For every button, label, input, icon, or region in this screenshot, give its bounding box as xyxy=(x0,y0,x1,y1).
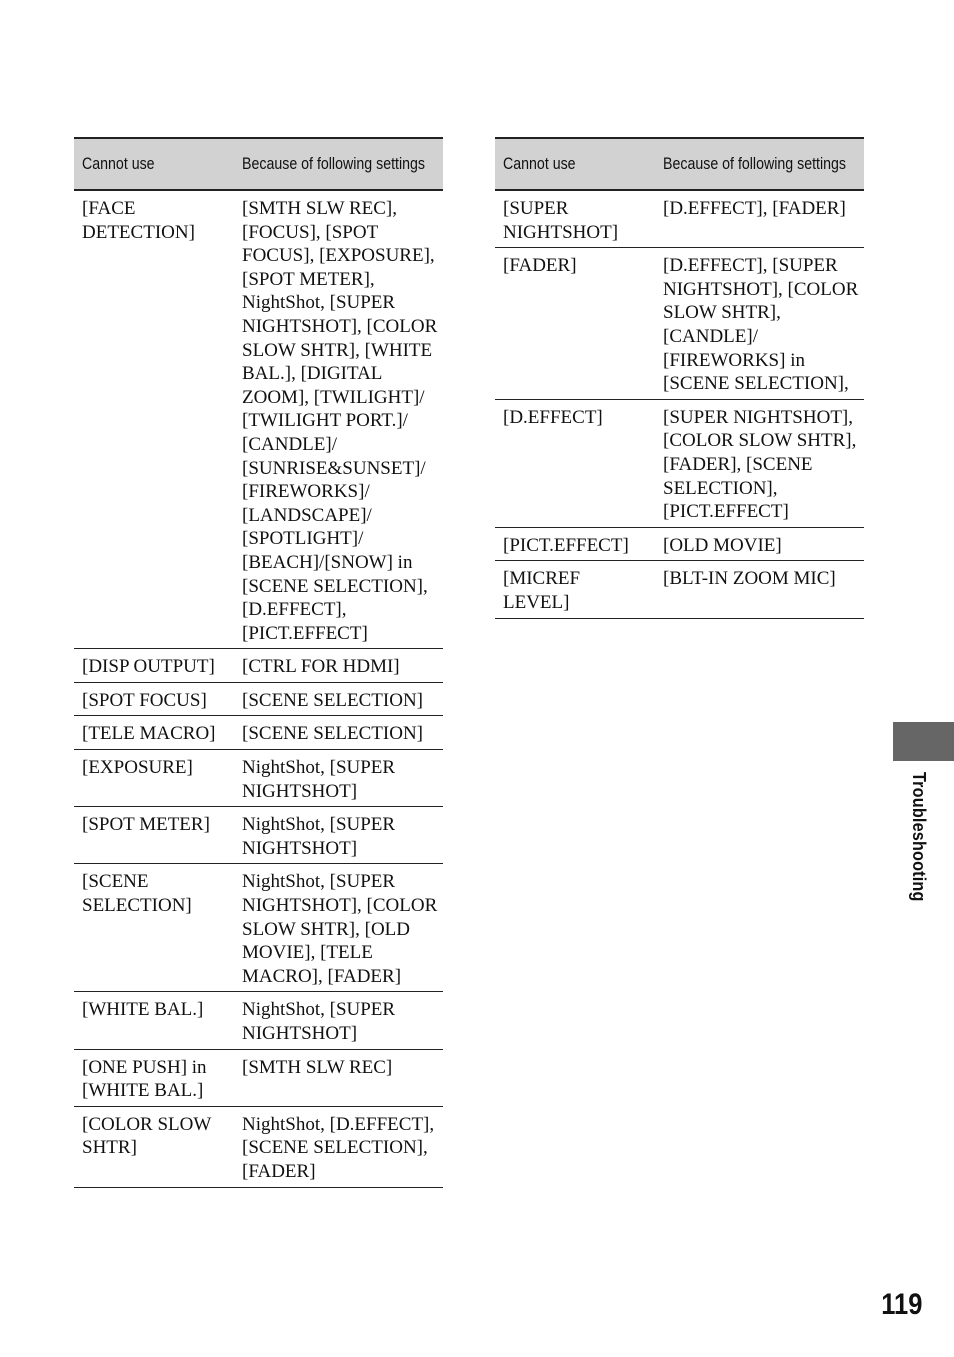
cannot-use-cell: [WHITE BAL.] xyxy=(74,992,234,1049)
cannot-use-cell: [EXPOSURE] xyxy=(74,750,234,807)
cannot-use-cell: [SCENE SELECTION] xyxy=(74,864,234,992)
table-row xyxy=(74,807,443,864)
table-header-row xyxy=(495,138,864,190)
section-tab-label: Troubleshooting xyxy=(909,772,929,902)
cannot-use-cell: [TELE MACRO] xyxy=(74,716,234,750)
table-row xyxy=(74,190,443,649)
cannot-use-cell: [SPOT FOCUS] xyxy=(74,682,234,716)
cannot-use-cell: [D.EFFECT] xyxy=(495,399,655,527)
cannot-use-cell: [FADER] xyxy=(495,248,655,400)
conflicting-settings-cell: [OLD MOVIE] xyxy=(655,527,864,561)
section-tab-marker xyxy=(893,722,954,761)
cannot-use-cell: [SPOT METER] xyxy=(74,807,234,864)
header-because-of: Because of following settings xyxy=(234,138,443,190)
conflicting-settings-cell: [BLT-IN ZOOM MIC] xyxy=(655,561,864,618)
conflicting-settings-cell: NightShot, [SUPER NIGHTSHOT] xyxy=(234,807,443,864)
conflicting-settings-cell: [D.EFFECT], [FADER] xyxy=(655,190,864,248)
table-row xyxy=(495,399,864,527)
conflicting-settings-cell: [SCENE SELECTION] xyxy=(234,716,443,750)
page-number: 119 xyxy=(880,1288,922,1321)
cannot-use-cell: [ONE PUSH] in [WHITE BAL.] xyxy=(74,1049,234,1106)
conflicting-settings-cell: NightShot, [SUPER NIGHTSHOT] xyxy=(234,992,443,1049)
conflicting-settings-cell: NightShot, [SUPER NIGHTSHOT] xyxy=(234,750,443,807)
table-row xyxy=(495,561,864,618)
conflicting-settings-cell: [D.EFFECT], [SUPER NIGHTSHOT], [COLOR SLOW SHTR], [CANDLE]/ [FIREWORKS] in [SCENE SELECTION], xyxy=(655,248,864,400)
table-header-row xyxy=(74,138,443,190)
cannot-use-cell: [DISP OUTPUT] xyxy=(74,649,234,683)
table-row xyxy=(495,248,864,400)
conflicting-settings-cell: [SUPER NIGHTSHOT], [COLOR SLOW SHTR], [FADER], [SCENE SELECTION], [PICT.EFFECT] xyxy=(655,399,864,527)
table-row xyxy=(74,682,443,716)
conflicting-settings-cell: NightShot, [SUPER NIGHTSHOT], [COLOR SLOW SHTR], [OLD MOVIE], [TELE MACRO], [FADER] xyxy=(234,864,443,992)
right-settings-table xyxy=(495,137,864,619)
table-row xyxy=(495,527,864,561)
conflicting-settings-cell: [SMTH SLW REC] xyxy=(234,1049,443,1106)
table-row xyxy=(74,1049,443,1106)
table-row xyxy=(495,190,864,248)
cannot-use-cell: [FACE DETECTION] xyxy=(74,190,234,649)
table-row xyxy=(74,750,443,807)
table-row xyxy=(74,716,443,750)
header-because-of: Because of following settings xyxy=(655,138,864,190)
header-cannot-use: Cannot use xyxy=(495,138,655,190)
conflicting-settings-cell: [SMTH SLW REC], [FOCUS], [SPOT FOCUS], [EXPOSURE], [SPOT METER], NightShot, [SUPER NIGHTSHOT], [COLOR SLOW SHTR], [WHITE BAL.], [DIGITAL ZOOM], [TWILIGHT]/ [TWILIGHT PORT.]/ [CANDLE]/ [SUNRISE&SUNSET]/ [FIREWORKS]/ [LANDSCAPE]/ [SPOTLIGHT]/ [BEACH]/[SNOW] in [SCENE SELECTION], [D.EFFECT], [PICT.EFFECT] xyxy=(234,190,443,649)
conflicting-settings-cell: NightShot, [D.EFFECT], [SCENE SELECTION], [FADER] xyxy=(234,1106,443,1187)
header-cannot-use: Cannot use xyxy=(74,138,234,190)
conflicting-settings-cell: [CTRL FOR HDMI] xyxy=(234,649,443,683)
left-table-body xyxy=(74,190,443,1187)
table-row xyxy=(74,1106,443,1187)
right-table-body xyxy=(495,190,864,618)
left-settings-table xyxy=(74,137,443,1188)
cannot-use-cell: [SUPER NIGHTSHOT] xyxy=(495,190,655,248)
cannot-use-cell: [PICT.EFFECT] xyxy=(495,527,655,561)
cannot-use-cell: [MICREF LEVEL] xyxy=(495,561,655,618)
table-row xyxy=(74,864,443,992)
table-row xyxy=(74,992,443,1049)
cannot-use-cell: [COLOR SLOW SHTR] xyxy=(74,1106,234,1187)
conflicting-settings-cell: [SCENE SELECTION] xyxy=(234,682,443,716)
table-row xyxy=(74,649,443,683)
